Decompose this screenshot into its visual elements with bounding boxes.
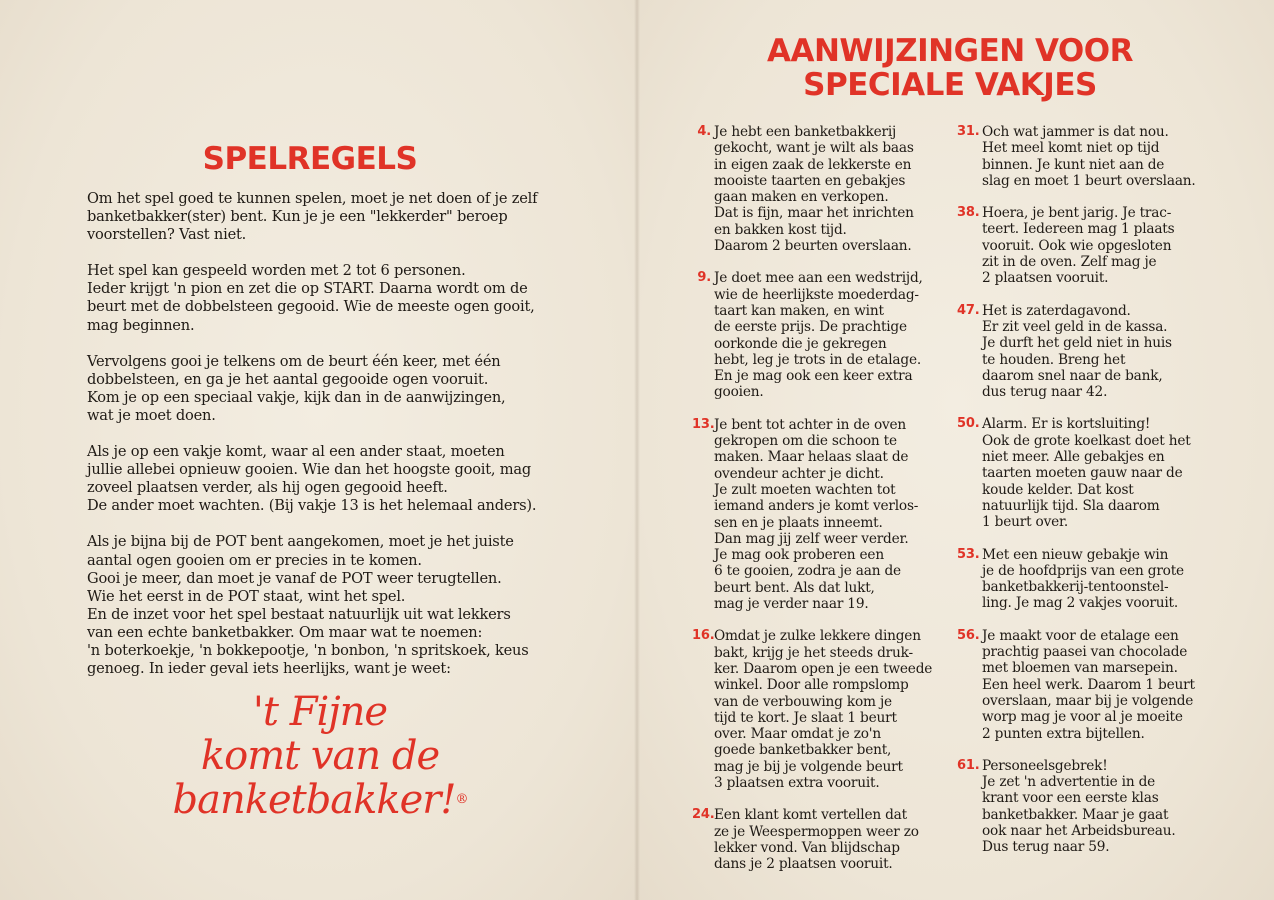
instruction-text: Omdat je zulke lekkere dingen bakt, krijg je het steeds druk- ker. Daarom open je een tweede winkel. Door alle rompslomp van de verbouwing kom je tijd te kort. Je slaat 1 beurt over. Maar omdat je zo'n goede banketbakker bent, mag je bij je volgende beurt 3 plaatsen extra vooruit. xyxy=(714,628,933,791)
instruction-text: Personeelsgebrek! Je zet 'n advertentie in de krant voor een eerste klas banketbakker. Maar je gaat ook naar het Arbeidsbureau. Dus terug naar 59. xyxy=(982,757,1176,856)
square-number: 4. xyxy=(697,124,711,139)
rules-paragraph: Het spel kan gespeeld worden met 2 tot 6 personen. Ieder krijgt 'n pion en zet die op START. Daarna wordt om de beurt met de dobbelsteen gegooid. Wie de meeste ogen gooit, mag beginnen. xyxy=(87,262,535,334)
instruction-text: Het is zaterdagavond. Er zit veel geld in de kassa. Je durft het geld niet in huis te houden. Breng het daarom snel naar de bank, dus terug naar 42. xyxy=(982,302,1172,401)
instruction-item xyxy=(957,303,1207,401)
instruction-item xyxy=(692,807,942,872)
instruction-text: Met een nieuw gebakje win je de hoofdprijs van een grote banketbakkerij-tentoonstel- ling. Je mag 2 vakjes vooruit. xyxy=(982,546,1184,612)
square-number: 31. xyxy=(957,124,980,139)
slogan-line: komt van de xyxy=(200,733,440,779)
instruction-item xyxy=(957,416,1207,530)
square-number: 13. xyxy=(692,416,715,432)
instructions-title xyxy=(700,34,1200,102)
page-fold xyxy=(634,0,640,900)
square-number: 56. xyxy=(957,627,980,643)
instruction-item xyxy=(957,124,1207,189)
rules-paragraph: Als je bijna bij de POT bent aangekomen, moet je het juiste aantal ogen gooien om er precies in te komen. Gooi je meer, dan moet je vanaf de POT weer terugtellen. Wie het eerst in de POT staat, wint het spel. En de inzet voor het spel bestaat natuurlijk uit wat lekkers van een echte banketbakker. Om maar wat te noemen: 'n boterkoekje, 'n bokkepootje, 'n bonbon, 'n spritskoek, keus genoeg. In ieder geval iets heerlijks, want je weet: xyxy=(87,533,529,678)
rules-title: SPELREGELS xyxy=(202,141,418,177)
instructions-title-line: SPECIALE VAKJES xyxy=(803,67,1097,103)
square-number: 50. xyxy=(957,416,980,432)
instruction-text: Je bent tot achter in de oven gekropen om die schoon te maken. Maar helaas slaat de ovendeur achter je dicht. Je zult moeten wachten tot iemand anders je komt verlos- sen en je plaats inneemt. Dan mag jij zelf weer verder. Je mag ook proberen een 6 te gooien, zodra je aan de beurt bent. Als dat lukt, mag je verder naar 19. xyxy=(714,416,919,613)
instruction-item xyxy=(957,628,1207,742)
instruction-item xyxy=(957,547,1207,612)
instruction-text: Hoera, je bent jarig. Je trac- teert. Iedereen mag 1 plaats vooruit. Ook wie opgesloten zit in de oven. Zelf mag je 2 plaatsen vooruit. xyxy=(982,205,1175,287)
square-number: 47. xyxy=(957,302,980,318)
instruction-item xyxy=(957,758,1207,856)
instructions-column-1 xyxy=(692,124,942,888)
rules-paragraph: Vervolgens gooi je telkens om de beurt één keer, met één dobbelsteen, en ga je het aantal gegooide ogen vooruit. Kom je op een speciaal vakje, kijk dan in de aanwijzingen, wat je moet doen. xyxy=(87,352,506,424)
instructions-title-line: AANWIJZINGEN VOOR xyxy=(766,33,1134,69)
instruction-item xyxy=(692,417,942,613)
square-number: 38. xyxy=(957,205,980,221)
instruction-text: Och wat jammer is dat nou. Het meel komt niet op tijd binnen. Je kunt niet aan de slag en moet 1 beurt overslaan. xyxy=(982,124,1196,189)
slogan xyxy=(150,690,490,822)
instruction-text: Je maakt voor de etalage een prachtig paasei van chocolade met bloemen van marsepein. Een heel werk. Daarom 1 beurt overslaan, maar bij je volgende worp mag je voor al je moeite 2 punten extra bijtellen. xyxy=(982,627,1195,742)
instruction-text: Je doet mee aan een wedstrijd, wie de heerlijkste moederdag- taart kan maken, en wint de eerste prijs. De prachtige oorkonde die je gekregen hebt, leg je trots in de etalage. En je mag ook een keer extra gooien. xyxy=(714,270,923,401)
rules-paragraph: Als je op een vakje komt, waar al een ander staat, moeten jullie allebei opnieuw gooien. Wie dan het hoogste gooit, mag zoveel plaatsen verder, als hij ogen gegooid heeft. De ander moet wachten. (Bij vakje 13 is het helemaal anders). xyxy=(87,443,537,515)
square-number: 61. xyxy=(957,757,980,773)
instruction-item xyxy=(692,628,942,791)
instructions-column-2 xyxy=(957,124,1207,872)
slogan-text: banketbakker! xyxy=(172,777,456,823)
rules-text xyxy=(87,190,569,696)
square-number: 53. xyxy=(957,546,980,562)
registered-mark: ® xyxy=(455,792,468,807)
square-number: 9. xyxy=(697,270,711,286)
instruction-text: Een klant komt vertellen dat ze je Weespermoppen weer zo lekker vond. Van blijdschap dans je 2 plaatsen vooruit. xyxy=(714,807,919,873)
slogan-line: 't Fijne xyxy=(252,689,388,735)
square-number: 16. xyxy=(692,628,715,644)
rules-paragraph: Om het spel goed te kunnen spelen, moet je net doen of je zelf banketbakker(ster) bent. Kun je je een "lekkerder" beroep voorstellen? Vast niet. xyxy=(87,190,538,244)
square-number: 24. xyxy=(692,807,715,823)
instruction-item xyxy=(692,124,942,254)
instruction-item xyxy=(692,270,942,400)
instruction-text: Je hebt een banketbakkerij gekocht, want je wilt als baas in eigen zaak de lekkerste en mooiste taarten en gebakjes gaan maken en verkopen. Dat is fijn, maar het inrichten en bakken kost tijd. Daarom 2 beurten overslaan. xyxy=(714,124,914,255)
slogan-line xyxy=(150,778,490,822)
instruction-item xyxy=(957,205,1207,286)
instruction-text: Alarm. Er is kortsluiting! Ook de grote koelkast doet het niet meer. Alle gebakjes en taarten moeten gauw naar de koude kelder. Dat kost natuurlijk tijd. Sla daarom 1 beurt over. xyxy=(982,416,1191,531)
